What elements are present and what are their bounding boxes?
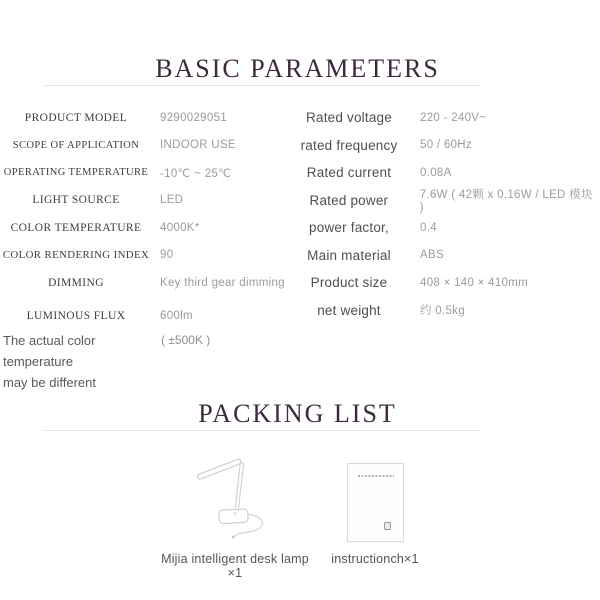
spec-label: Product size (310, 275, 388, 291)
spec-value: 220 - 240V~ (420, 111, 487, 124)
spec-value: 7.6W ( 42颗 x 0.16W / LED 模块 ) (419, 189, 593, 215)
manual-title-line (358, 475, 394, 477)
spec-value: 408 × 140 × 410mm (420, 276, 529, 289)
spec-label: OPERATING TEMPERATURE (3, 167, 149, 179)
table-row (0, 269, 290, 297)
table-row (290, 187, 600, 215)
spec-value: 90 (160, 249, 174, 262)
table-row (0, 187, 290, 215)
table-row (290, 159, 600, 187)
spec-value: 约 0.5kg (420, 305, 465, 318)
table-row (290, 297, 600, 325)
spec-value: 0.08A (420, 166, 452, 179)
table-row (0, 214, 290, 242)
spec-column-right (290, 104, 600, 324)
spec-label: net weight (317, 302, 381, 318)
spec-label: Rated voltage (306, 110, 392, 126)
table-row (290, 242, 600, 270)
spec-value: 9290029051 (160, 111, 227, 124)
spec-label: LIGHT SOURCE (32, 194, 120, 207)
desk-lamp-icon (185, 452, 285, 544)
table-row (0, 132, 290, 160)
spec-label: Main material (307, 247, 391, 263)
instruction-manual-icon (347, 463, 404, 542)
spec-label: SCOPE OF APPLICATION (12, 139, 140, 151)
table-row (290, 269, 600, 297)
table-row (0, 242, 290, 270)
spec-value: 600lm (160, 310, 193, 323)
spec-label: Rated current (306, 165, 392, 181)
spec-value: INDOOR USE (160, 139, 236, 152)
table-row (0, 104, 290, 132)
spec-value: 4000K* (160, 221, 200, 234)
spec-label: COLOR TEMPERATURE (10, 221, 142, 234)
basic-parameters-title: BASIC PARAMETERS (155, 54, 440, 83)
table-row (0, 303, 290, 331)
packing-list-title: PACKING LIST (198, 399, 397, 428)
packing-list-divider (43, 430, 481, 431)
spec-label: Rated power (309, 192, 389, 208)
table-row (290, 132, 600, 160)
brand-logo-icon (384, 522, 391, 530)
spec-label: COLOR RENDERING INDEX (2, 249, 150, 262)
spec-label: power factor, (309, 220, 389, 236)
spec-value: LED (160, 194, 184, 207)
spec-column-left (0, 104, 290, 330)
list-item (305, 452, 445, 566)
basic-parameters-divider (43, 85, 481, 86)
spec-label: DIMMING (48, 276, 104, 289)
packing-item-caption: Mijia intelligent desk lamp ×1 (161, 552, 309, 580)
spec-value: 50 / 60Hz (420, 139, 472, 152)
note-text: The actual color temperature may be different (3, 333, 96, 390)
packing-item-caption: instructionch×1 (331, 552, 419, 566)
color-temperature-note (3, 330, 210, 393)
table-row (290, 104, 600, 132)
spec-value: Key third gear dimming (160, 276, 285, 289)
spec-label: LUMINOUS FLUX (26, 310, 126, 323)
table-row (290, 214, 600, 242)
spec-label: PRODUCT MODEL (24, 111, 128, 124)
spec-value: 0.4 (420, 221, 437, 234)
spec-label: rated frequency (300, 137, 398, 153)
note-value: ( ±500K ) (161, 333, 211, 347)
list-item (160, 452, 310, 580)
table-row (0, 159, 290, 187)
spec-value: ABS (420, 249, 444, 262)
spec-value: -10℃ ~ 25℃ (160, 167, 232, 180)
